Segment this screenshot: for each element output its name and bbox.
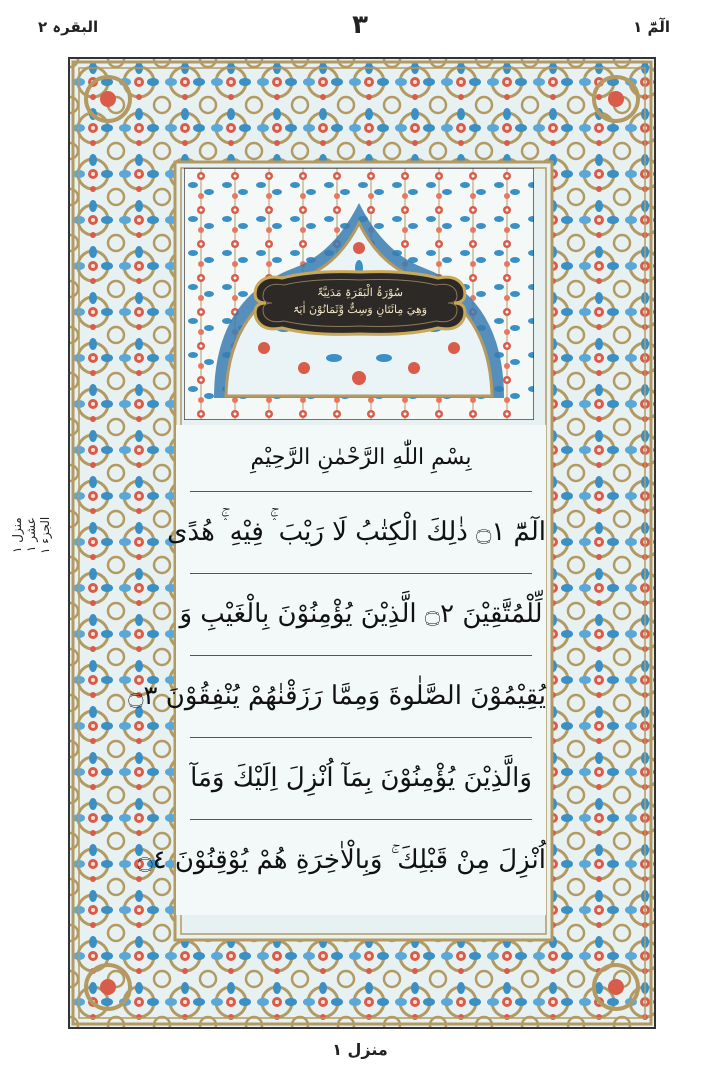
line-rule [190,573,532,574]
footer-manzil: منزل ١ [332,1040,388,1059]
bismillah: بِسْمِ اللّٰهِ الرَّحْمٰنِ الرَّحِيْمِ [250,445,472,470]
surah-title-line1: سُوْرَۃُ الْبَقَرَۃِ مَدَنِيَّۃٌ [317,286,403,299]
verse-text-area [128,425,546,915]
verse-line-3: يُقِيْمُوْنَ الصَّلٰوةَ وَمِمَّا رَزَقْنٰهُمْ يُنْفِقُوْنَ ۝٣ [128,681,546,711]
line-rule [190,737,532,738]
margin-note [10,470,60,600]
verse-line-1: الٓمّٓ ۝١ ذٰلِكَ الْكِتٰبُ لَا رَيْبَ ۛۚ فِيْهِ ۛۚ هُدًى [167,517,546,547]
line-rule [190,819,532,820]
verse-line-2: لِّلْمُتَّقِيْنَ ۝٢ الَّذِيْنَ يُؤْمِنُوْنَ بِالْغَيْبِ وَ [179,599,543,629]
header-juz-ref: الٓمّٓ ١ [633,18,670,36]
page-number: ٣ [352,10,368,40]
header-surah-ref: البقرہ ۲ [38,18,99,36]
surah-title [252,284,468,318]
verse-line-4: وَالَّذِيْنَ يُؤْمِنُوْنَ بِمَآ اُنْزِلَ اِلَيْكَ وَمَآ [190,763,532,793]
margin-note-ashr: عشر ١ [24,517,38,553]
surah-title-line2: وَهِيَ مِائَتَانِ وَسِتٌّ وَّثَمَانُوْنَ اٰيَۃً [292,303,428,316]
margin-note-juz: الجزء ١ [38,516,52,554]
line-rule [190,655,532,656]
verse-line-5: اُنْزِلَ مِنْ قَبْلِكَ ۚ وَبِالْاٰخِرَةِ هُمْ يُوْقِنُوْنَ ۝٤ [137,845,546,875]
line-rule [190,491,532,492]
margin-note-manzil: منزل ١ [10,517,24,553]
